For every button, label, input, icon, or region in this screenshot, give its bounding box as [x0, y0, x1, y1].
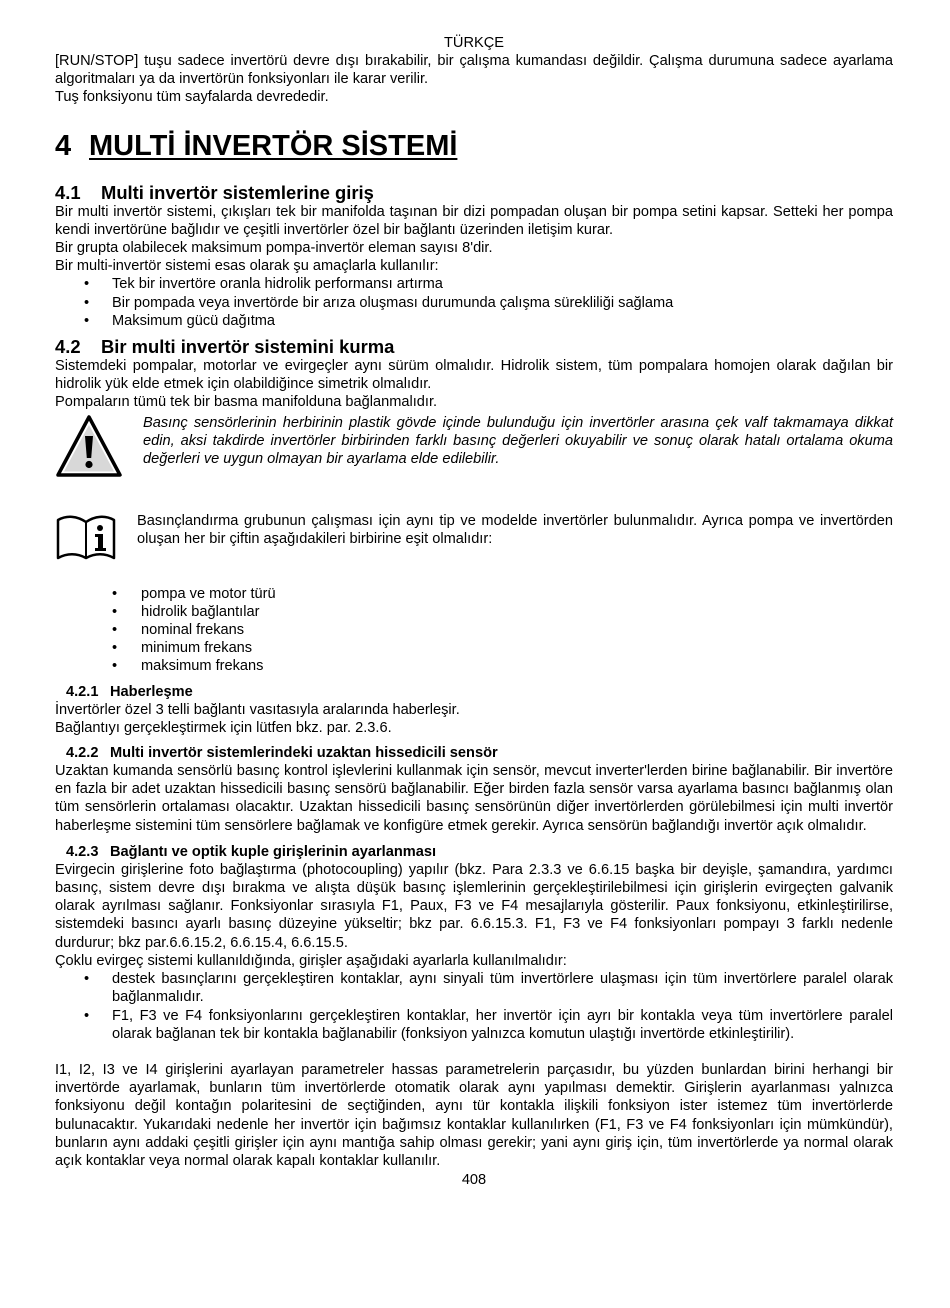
- section-number: 4.2.3: [66, 843, 99, 860]
- list-item: • maksimum frekans: [55, 657, 893, 675]
- section-title: Multi invertör sistemlerindeki uzaktan hissedicili sensör: [110, 745, 498, 762]
- section-title: Haberleşme: [110, 683, 193, 700]
- list-item: • Bir pompada veya invertörde bir arıza oluşması durumunda çalışma sürekliliği sağlama: [55, 294, 893, 312]
- intro-paragraph-1: [RUN/STOP] tuşu sadece invertörü devre dışı bırakabilir, bir çalışma kumandası değildir. Çalışma durumuna sadece ayarlama algoritmaları ya da invertörün fonksiyonları ile karar verilir.: [55, 53, 893, 88]
- section-4-2-3-heading: [66, 843, 893, 861]
- s41-paragraph-1: Bir multi invertör sistemi, çıkışları tek bir manifolda taşınan bir dizi pompadan oluşan bir pompa setini kapsar. Setteki her pompa kendi invertörüne bağlıdır ve çeşitli invertörler özel bir bağlantı üzerinden iletişim kurar.: [55, 203, 893, 238]
- s41-paragraph-3: Bir multi-invertör sistemi esas olarak şu amaçlarla kullanılır:: [55, 258, 439, 275]
- list-item: • F1, F3 ve F4 fonksiyonlarını gerçekleştiren kontaklar, her invertör için ayrı bir kontakla veya tüm invertörlere paralel olarak bağlanan tek bir kontakla bağlanabilir (fonksiyon yalnızca komutun ulaştığı invertörde etkinleştirilir).: [55, 1007, 893, 1043]
- info-note: [55, 512, 893, 566]
- chapter-number: 4: [55, 129, 72, 162]
- chapter-heading: [55, 129, 893, 163]
- section-4-1-heading: [55, 182, 893, 203]
- list-item: • nominal frekans: [55, 621, 893, 639]
- s423-paragraph-2: Çoklu evirgeç sistemi kullanıldığında, girişler aşağıdaki ayarlarla kullanılmalıdır:: [55, 952, 567, 969]
- list-item: • destek basınçlarını gerçekleştiren kontaklar, aynı sinyali tüm invertörlere ulaşması için tüm invertörlere paralel olarak bağlanmalıdır.: [55, 970, 893, 1006]
- s41-paragraph-2: Bir grupta olabilecek maksimum pompa-invertör eleman sayısı 8'dir.: [55, 240, 493, 257]
- s42-paragraph-1: Sistemdeki pompalar, motorlar ve evirgeçler aynı sürüm olmalıdır. Hidrolik sistem, tüm pompalara homojen olarak dağılan bir hidrolik yük elde etmek için olabildiğince simetrik olmalıdır.: [55, 358, 893, 393]
- info-text: Basınçlandırma grubunun çalışması için aynı tip ve modelde invertörler bulunmalıdır. Ayrıca pompa ve invertörden oluşan her bir çiftin aşağıdakileri birbirine eşit olmalıdır:: [137, 512, 893, 547]
- document-page: [55, 34, 893, 1189]
- section-4-2-2-heading: [66, 744, 893, 762]
- list-item: • Maksimum gücü dağıtma: [55, 312, 893, 330]
- warning-note: [55, 414, 893, 482]
- s423-bullet-list: [55, 970, 893, 1043]
- s421-paragraph-1: İnvertörler özel 3 telli bağlantı vasıtasıyla aralarında haberleşir.: [55, 701, 460, 718]
- list-item: • Tek bir invertöre oranla hidrolik performansı artırma: [55, 275, 893, 293]
- section-number: 4.2: [55, 336, 81, 358]
- s41-bullet-list: [55, 275, 893, 330]
- s423-paragraph-1: Evirgecin girişlerine foto bağlaştırma (photocoupling) yapılır (bkz. Para 2.3.3 ve 6.6.15 başka bir deyişle, şamandıra, yardımcı basınç, sistem devre dışı bırakma ve alışta düşük basınç işlemlerinin gerçekleştirilebilmesi için girişlerin evirgeçten galvanik olarak ayrılması sağlanır. Fonksiyonlar sırasıyla F1, Paux, F3 ve F4 mesajlarıyla gösterilir. Paux fonksiyonu, etkinleştirilirse, sistemdeki basıncı ayarlı basınç düzeyine yükseltir; bkz par. 6.6.15.3. F1, F3 ve F4 fonksiyonları pompayı 3 farklı nedenle durdurur; bkz par.6.6.15.2, 6.6.15.4, 6.6.15.5.: [55, 861, 893, 951]
- s422-paragraph-1: Uzaktan kumanda sensörlü basınç kontrol işlevlerini kullanmak için sensör, mevcut inverter'lerden birine bağlanabilir. Bir invertöre en fazla bir adet uzaktan hissedicili basınç sensörü bağlanabilir. Eğer birden fazla sensör varsa ayarlama basıncı bağlanmış olan tüm sensörlerin ortalaması olacaktır. Uzaktan hissedicili basınç sensörünün diğer invertörlerden görülebilmesi için multi invertör haberleşme sistemini tüm sensörlere bağlamak ve konfigüre etmek gerekir. Ayrıca sensörün bağlandığı invertör açık olmalıdır.: [55, 763, 893, 834]
- section-number: 4.2.1: [66, 683, 99, 700]
- s423-paragraph-3: I1, I2, I3 ve I4 girişlerini ayarlayan parametreler hassas parametrelerin parçasıdır, bu yüzden bunlardan birini herhangi bir invertörde ayarlamak, bunların tüm invertörlerde otomatik olarak aynı yapılması demektir. Girişlerin ayarlanması yalnızca fonksiyonu değil kontağın polaritesini de seçtiğinden, aynı tür kontakla ilişkili fonksiyon ister istemez tüm invertörlerde bulunacaktır. Yukarıdaki nedenle her invertör için bağımsız kontaklar kullanılırken (F1, F3 ve F4 fonksiyonları için mümkündür), bunların aynı addaki çeşitli girişler için aynı mantığa sahip olması gerekir; yani aynı giriş için, tüm invertörlerde ya normal olarak açık kontaklar veya normal olarak kapalı kontaklar kullanılır.: [55, 1061, 893, 1169]
- warning-icon: [55, 414, 143, 482]
- list-item: • hidrolik bağlantılar: [55, 603, 893, 621]
- section-number: 4.2.2: [66, 745, 99, 762]
- chapter-title: MULTİ İNVERTÖR SİSTEMİ: [89, 129, 458, 162]
- section-4-2-1-heading: [66, 683, 893, 701]
- list-item: • minimum frekans: [55, 639, 893, 657]
- s42-bullet-list: [55, 585, 893, 676]
- section-4-2-heading: [55, 336, 893, 357]
- section-title: Multi invertör sistemlerine giriş: [101, 181, 374, 203]
- language-header: TÜRKÇE: [444, 35, 504, 51]
- warning-text: Basınç sensörlerinin herbirinin plastik gövde içinde bulunduğu için invertörler arasına çek valf takmamaya dikkat edin, aksi takdirde invertörler birbirinden farklı basınç değerleri okuyabilir ve sonuç olarak hatalı ortalama okuma değerleri ve uygun olmayan bir ayarlama elde edilebilir.: [143, 414, 893, 468]
- page-number: 408: [461, 1172, 487, 1189]
- intro-paragraph-2: Tuş fonksiyonu tüm sayfalarda devrededir.: [55, 89, 329, 106]
- s42-paragraph-2: Pompaların tümü tek bir basma manifolduna bağlanmalıdır.: [55, 394, 438, 411]
- section-title: Bağlantı ve optik kuple girişlerinin ayarlanması: [110, 843, 437, 860]
- section-title: Bir multi invertör sistemini kurma: [101, 336, 395, 358]
- s421-paragraph-2: Bağlantıyı gerçekleştirmek için lütfen bkz. par. 2.3.6.: [55, 719, 392, 736]
- manual-info-icon: [55, 512, 137, 566]
- list-item: • pompa ve motor türü: [55, 585, 893, 603]
- section-number: 4.1: [55, 181, 81, 203]
